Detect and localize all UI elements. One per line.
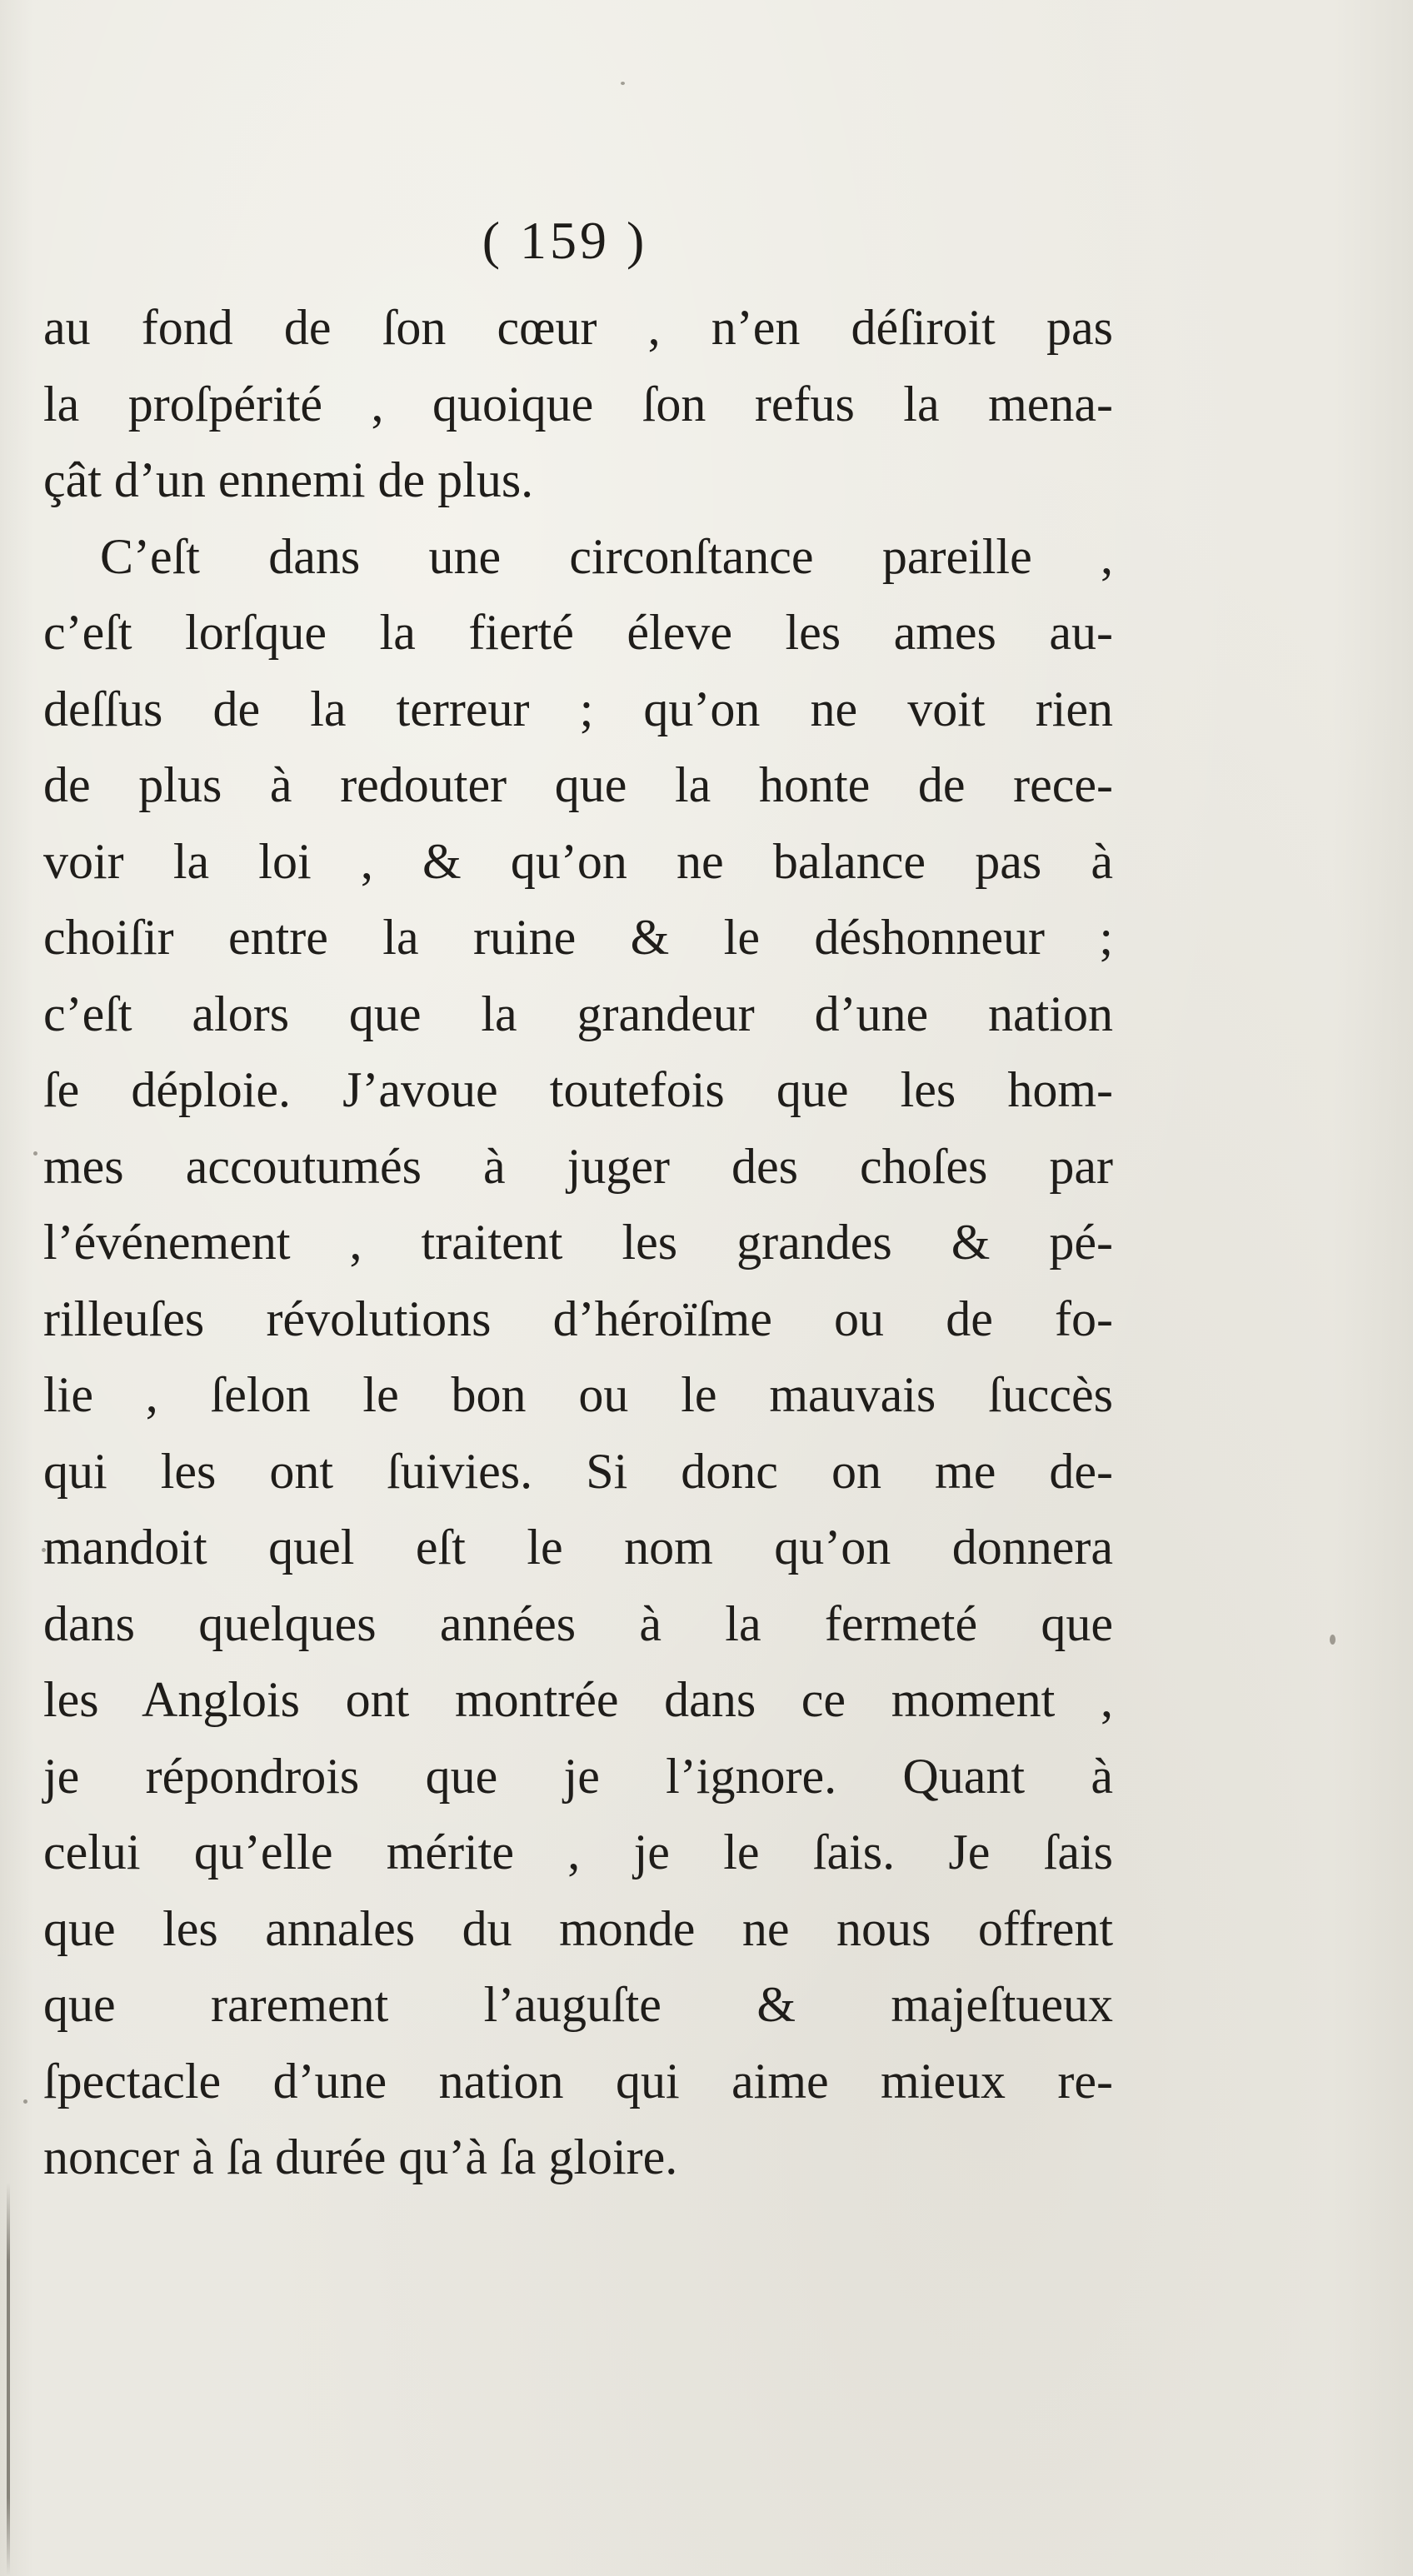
text-line: dans quelques années à la fermeté que	[43, 1595, 1113, 1651]
ink-speck	[23, 2099, 27, 2104]
paragraph-2	[43, 519, 1113, 2196]
ink-speck	[1330, 1635, 1336, 1645]
text-line: la proſpérité , quoique ſon refus la mena-	[43, 376, 1113, 432]
text-line: c’eſt lorſque la fierté éleve les ames au-	[43, 605, 1113, 660]
text-line: de plus à redouter que la honte de rece-	[43, 757, 1113, 812]
text-line: lie , ſelon le bon ou le mauvais ſuccès	[43, 1367, 1113, 1422]
text-line: c’eſt alors que la grandeur d’une nation	[43, 986, 1113, 1041]
ink-speck	[621, 82, 625, 85]
binding-edge	[7, 2183, 10, 2576]
text-line: je répondrois que je l’ignore. Quant à	[43, 1748, 1113, 1804]
text-line: ſpectacle d’une nation qui aime mieux re-	[43, 2053, 1113, 2109]
paragraph-1	[43, 290, 1113, 519]
ink-speck	[33, 1151, 37, 1156]
text-line: mandoit quel eſt le nom qu’on donnera	[43, 1520, 1113, 1575]
text-line: au fond de ſon cœur , n’en déſiroit pas	[43, 300, 1113, 355]
text-line: qui les ont ſuivies. Si donc on me de-	[43, 1443, 1113, 1499]
text-line: l’événement , traitent les grandes & pé-	[43, 1215, 1113, 1270]
page-number: ( 159 )	[482, 211, 648, 270]
body-text	[43, 290, 1113, 2196]
text-line: choiſir entre la ruine & le déshonneur ;	[43, 910, 1113, 965]
text-line: mes accoutumés à juger des choſes par	[43, 1138, 1113, 1194]
text-line: çât d’un ennemi de plus.	[43, 452, 534, 507]
text-line: noncer à ſa durée qu’à ſa gloire.	[43, 2129, 678, 2184]
text-line: que rarement l’auguſte & majeſtueux	[43, 1977, 1113, 2032]
text-line: C’eſt dans une circonſtance pareille ,	[100, 528, 1113, 584]
text-line: rilleuſes révolutions d’héroïſme ou de fo-	[43, 1290, 1113, 1346]
text-line: celui qu’elle mérite , je le ſais. Je ſais	[43, 1825, 1113, 1880]
text-line: les Anglois ont montrée dans ce moment ,	[43, 1672, 1113, 1727]
text-line: ſe déploie. J’avoue toutefois que les hom-	[43, 1062, 1113, 1117]
text-line: deſſus de la terreur ; qu’on ne voit rien	[43, 681, 1113, 736]
text-line: voir la loi , & qu’on ne balance pas à	[43, 833, 1113, 889]
text-line: que les annales du monde ne nous offrent	[43, 1900, 1113, 1956]
